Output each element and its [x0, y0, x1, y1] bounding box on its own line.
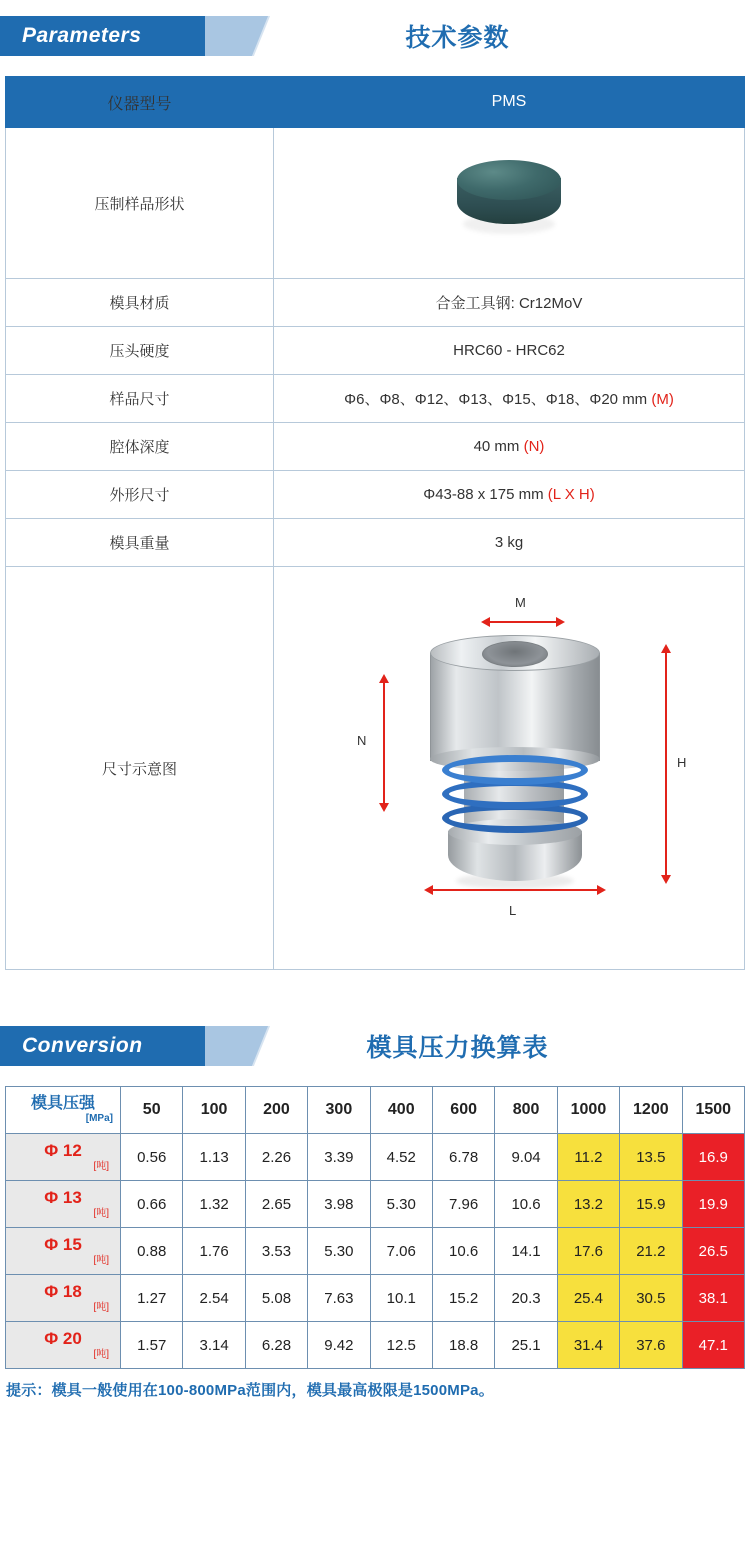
dimension-arrow-n: [383, 683, 385, 803]
conversion-row-header: [6, 1322, 121, 1369]
row-value-hardness: HRC60 - HRC62: [274, 327, 745, 375]
row-label-sample-size: 样品尺寸: [6, 375, 274, 423]
dimension-arrow-m: [490, 621, 556, 623]
conversion-cell: 1.13: [183, 1134, 245, 1181]
conversion-col-header: 200: [245, 1087, 307, 1134]
spring-coil: [442, 755, 588, 785]
parameters-banner-title: 技术参数: [405, 24, 510, 52]
parameters-table-header-row: [6, 77, 745, 128]
table-row: [6, 1181, 745, 1228]
dimension-label-l: L: [509, 903, 517, 918]
conversion-cell: 1.32: [183, 1181, 245, 1228]
table-row: [6, 128, 745, 279]
conversion-cell: 31.4: [557, 1322, 619, 1369]
conversion-cell: 0.56: [121, 1134, 183, 1181]
conversion-row-header: [6, 1134, 121, 1181]
row-value-sample-size-text: Φ6、Φ8、Φ12、Φ13、Φ15、Φ18、Φ20 mm: [344, 391, 652, 408]
pressed-sample-puck-icon: [457, 160, 561, 246]
conversion-col-header: 400: [370, 1087, 432, 1134]
puck-top: [457, 160, 561, 200]
arrow-head-down: [379, 803, 389, 812]
conversion-cell: 10.1: [370, 1275, 432, 1322]
arrow-head-up: [379, 674, 389, 683]
row-header-label: Φ 20: [44, 1329, 82, 1349]
table-row: [6, 471, 745, 519]
conversion-col-header: 800: [495, 1087, 557, 1134]
parameters-banner-tag: [0, 16, 205, 56]
conversion-cell: 20.3: [495, 1275, 557, 1322]
conversion-col-header: 1500: [682, 1087, 744, 1134]
conversion-cell: 37.6: [620, 1322, 682, 1369]
conversion-cell: 30.5: [620, 1275, 682, 1322]
table-row: [6, 279, 745, 327]
conversion-banner-tag: [0, 1026, 205, 1066]
conversion-cell: 3.53: [245, 1228, 307, 1275]
row-value-overall-size-suffix: (L X H): [547, 486, 595, 503]
conversion-banner-tag-label: Conversion: [22, 1034, 143, 1057]
conversion-cell: 21.2: [620, 1228, 682, 1275]
arrow-head-right: [597, 885, 606, 895]
table-row: [6, 519, 745, 567]
conversion-cell: 0.66: [121, 1181, 183, 1228]
table-row: [6, 567, 745, 970]
row-label-weight: 模具重量: [6, 519, 274, 567]
conversion-cell: 3.98: [308, 1181, 370, 1228]
row-header-unit: [吨]: [93, 1301, 109, 1313]
row-label-dimension-diagram: 尺寸示意图: [6, 567, 274, 970]
row-value-cavity-depth: [274, 423, 745, 471]
row-header-label: Φ 13: [44, 1188, 82, 1208]
conversion-col-header: 300: [308, 1087, 370, 1134]
conversion-cell: 38.1: [682, 1275, 744, 1322]
mold-illustration: [420, 635, 610, 895]
row-header-label: Φ 18: [44, 1282, 82, 1302]
conversion-cell: 10.6: [432, 1228, 494, 1275]
conversion-row-header: [6, 1181, 121, 1228]
conversion-cell: 13.5: [620, 1134, 682, 1181]
conversion-cell: 2.54: [183, 1275, 245, 1322]
conversion-col-header: 100: [183, 1087, 245, 1134]
conversion-cell: 5.30: [370, 1181, 432, 1228]
table-row: [6, 1322, 745, 1369]
conversion-cell: 26.5: [682, 1228, 744, 1275]
arrow-head-down: [661, 875, 671, 884]
conversion-col-header: 600: [432, 1087, 494, 1134]
row-value-overall-size: [274, 471, 745, 519]
conversion-cell: 25.4: [557, 1275, 619, 1322]
conversion-cell: 1.27: [121, 1275, 183, 1322]
corner-header-line2: [MPa]: [85, 1113, 113, 1125]
table-row: [6, 327, 745, 375]
conversion-cell: 3.39: [308, 1134, 370, 1181]
parameters-banner: [0, 8, 750, 64]
parameters-banner-tag-label: Parameters: [22, 24, 142, 47]
conversion-cell: 9.04: [495, 1134, 557, 1181]
conversion-col-header: 1200: [620, 1087, 682, 1134]
conversion-cell: 2.65: [245, 1181, 307, 1228]
dimension-label-m: M: [515, 595, 526, 610]
conversion-cell: 10.6: [495, 1181, 557, 1228]
conversion-cell: 13.2: [557, 1181, 619, 1228]
conversion-cell: 1.57: [121, 1322, 183, 1369]
conversion-cell: 11.2: [557, 1134, 619, 1181]
table-row: [6, 375, 745, 423]
conversion-banner-title: 模具压力换算表: [366, 1034, 549, 1062]
conversion-cell: 7.63: [308, 1275, 370, 1322]
conversion-cell: 47.1: [682, 1322, 744, 1369]
conversion-table: [5, 1086, 745, 1369]
row-header-unit: [吨]: [93, 1160, 109, 1172]
row-value-overall-size-text: Φ43-88 x 175 mm: [423, 486, 548, 503]
conversion-cell: 6.28: [245, 1322, 307, 1369]
arrow-head-left: [424, 885, 433, 895]
row-label-hardness: 压头硬度: [6, 327, 274, 375]
conversion-cell: 4.52: [370, 1134, 432, 1181]
row-value-sample-size-suffix: (M): [651, 391, 674, 408]
row-label-sample-shape: 压制样品形状: [6, 128, 274, 279]
conversion-row-header: [6, 1275, 121, 1322]
row-header-label: Φ 12: [44, 1141, 82, 1161]
table-row: [6, 1134, 745, 1181]
corner-header-line1: 模具压强: [30, 1095, 95, 1113]
conversion-cell: 0.88: [121, 1228, 183, 1275]
conversion-cell: 3.14: [183, 1322, 245, 1369]
conversion-cell: 9.42: [308, 1322, 370, 1369]
conversion-header-row: [6, 1087, 745, 1134]
mold-blue-spring: [442, 755, 588, 847]
conversion-table-wrapper: [5, 1086, 745, 1369]
conversion-cell: 14.1: [495, 1228, 557, 1275]
table-row: [6, 1275, 745, 1322]
row-header-unit: [吨]: [93, 1348, 109, 1360]
dimension-arrow-h: [665, 653, 667, 875]
conversion-cell: 18.8: [432, 1322, 494, 1369]
row-label-overall-size: 外形尺寸: [6, 471, 274, 519]
dimension-label-n: N: [357, 733, 367, 748]
conversion-col-header: 50: [121, 1087, 183, 1134]
conversion-cell: 5.30: [308, 1228, 370, 1275]
row-label-cavity-depth: 腔体深度: [6, 423, 274, 471]
conversion-cell: 15.2: [432, 1275, 494, 1322]
conversion-cell: 17.6: [557, 1228, 619, 1275]
section-spacer: [0, 970, 750, 1010]
row-value-sample-shape: [274, 128, 745, 279]
conversion-cell: 2.26: [245, 1134, 307, 1181]
parameters-header-label: 仪器型号: [6, 77, 274, 128]
conversion-cell: 19.9: [682, 1181, 744, 1228]
mold-center-bore: [482, 641, 548, 667]
conversion-note: 提示：模具一般使用在100-800MPa范围内，模具最高极限是1500MPa。: [6, 1382, 494, 1399]
table-row: [6, 423, 745, 471]
conversion-cell: 1.76: [183, 1228, 245, 1275]
arrow-head-up: [661, 644, 671, 653]
conversion-corner-header: [6, 1087, 121, 1134]
conversion-cell: 5.08: [245, 1275, 307, 1322]
row-value-cavity-depth-suffix: (N): [523, 438, 545, 455]
conversion-cell: 7.96: [432, 1181, 494, 1228]
dimension-arrow-l: [433, 889, 597, 891]
parameters-header-value: PMS: [274, 77, 745, 128]
row-header-unit: [吨]: [93, 1254, 109, 1266]
conversion-cell: 12.5: [370, 1322, 432, 1369]
conversion-cell: 7.06: [370, 1228, 432, 1275]
parameters-table: [5, 76, 745, 970]
conversion-cell: 15.9: [620, 1181, 682, 1228]
mold-dimension-diagram: [275, 573, 745, 963]
row-header-unit: [吨]: [93, 1207, 109, 1219]
arrow-head-left: [481, 617, 490, 627]
row-value-material: 合金工具钢: Cr12MoV: [274, 279, 745, 327]
conversion-cell: 16.9: [682, 1134, 744, 1181]
row-header-label: Φ 15: [44, 1235, 82, 1255]
conversion-cell: 25.1: [495, 1322, 557, 1369]
row-value-dimension-diagram: [274, 567, 745, 970]
conversion-row-header: [6, 1228, 121, 1275]
conversion-col-header: 1000: [557, 1087, 619, 1134]
row-value-cavity-depth-text: 40 mm: [473, 438, 524, 455]
row-value-weight: 3 kg: [274, 519, 745, 567]
table-row: [6, 1228, 745, 1275]
row-value-sample-size: [274, 375, 745, 423]
dimension-label-h: H: [677, 755, 687, 770]
conversion-cell: 6.78: [432, 1134, 494, 1181]
arrow-head-right: [556, 617, 565, 627]
row-label-material: 模具材质: [6, 279, 274, 327]
conversion-banner: [0, 1018, 750, 1074]
